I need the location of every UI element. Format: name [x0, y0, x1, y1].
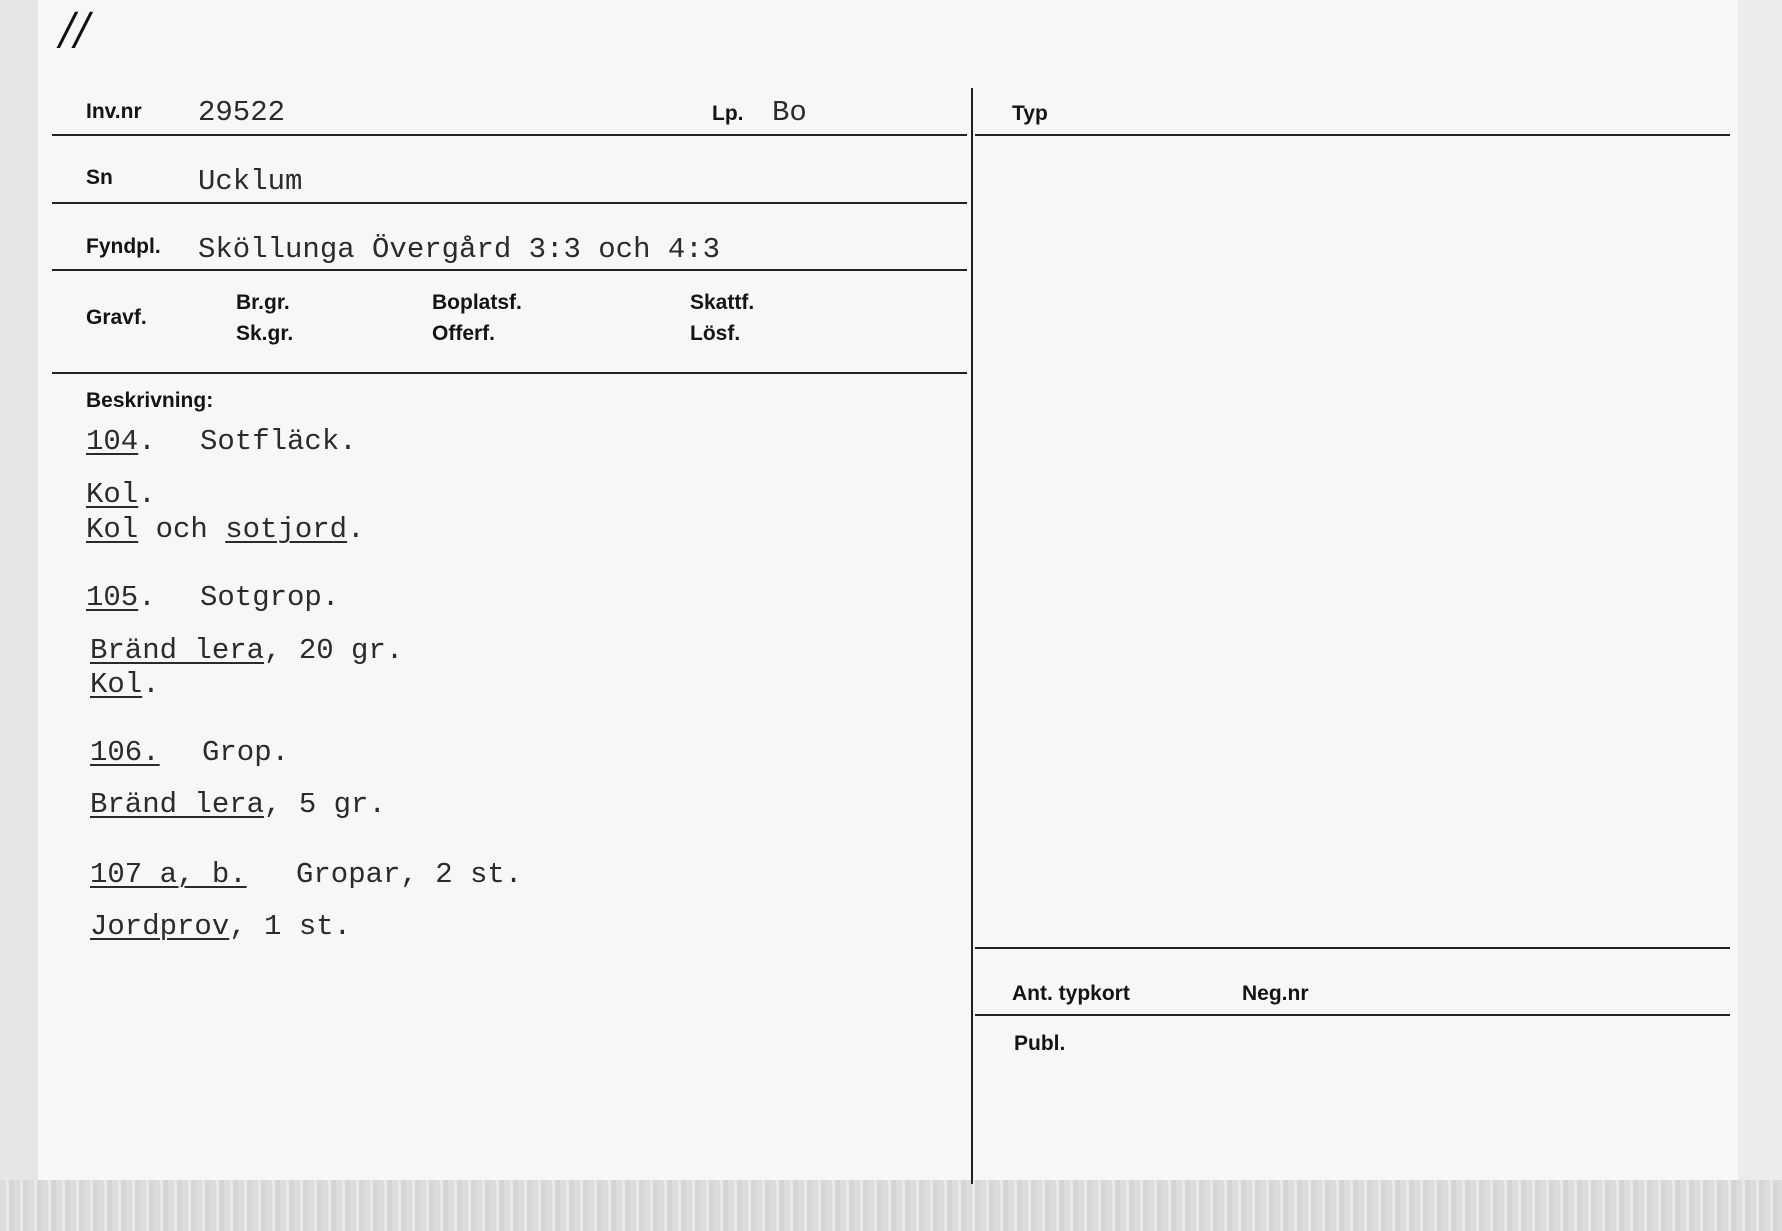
label-lp: Lp.	[712, 102, 744, 125]
scan-background-strip	[0, 1180, 1782, 1231]
label-gravf: Gravf.	[86, 306, 147, 329]
entry-105-kol-dot: .	[142, 668, 160, 701]
entry-107-jordprov-rest: , 1 st.	[229, 910, 352, 943]
label-inv-nr: Inv.nr	[86, 100, 142, 123]
entry-104-dot: .	[138, 425, 156, 458]
entry-106-brand-rest: , 5 gr.	[264, 788, 386, 821]
entry-104-kol-dot: .	[138, 478, 156, 511]
label-ant-typkort: Ant. typkort	[1012, 982, 1130, 1005]
entry-107-jordprov: Jordprov	[90, 910, 230, 943]
entry-104-och: och	[138, 513, 226, 546]
corner-handwritten-mark: //	[60, 4, 90, 55]
entry-105-brand-rest: , 20 gr.	[264, 634, 404, 667]
entry-105-number: 105	[86, 581, 139, 614]
label-boplatsf: Boplatsf.	[432, 291, 522, 314]
entry-104-sotjord-dot: .	[347, 513, 365, 546]
card-edge	[1738, 0, 1782, 1180]
entry-105-brand-line	[90, 634, 403, 667]
label-beskrivning: Beskrivning:	[86, 389, 214, 412]
entry-104-number: 104	[86, 425, 139, 458]
label-skattf: Skattf.	[690, 291, 755, 314]
value-lp: Bo	[772, 96, 807, 129]
entry-107-jordprov-line	[90, 910, 351, 943]
entry-106-text: Grop.	[202, 736, 290, 769]
rule-inv	[52, 134, 967, 136]
label-publ: Publ.	[1014, 1032, 1066, 1055]
rule-gravf	[52, 372, 967, 374]
entry-105-brand-lera: Bränd lera	[90, 634, 265, 667]
column-divider	[971, 88, 973, 1184]
label-fyndpl: Fyndpl.	[86, 235, 161, 258]
label-neg-nr: Neg.nr	[1242, 982, 1309, 1005]
rule-typkort	[975, 1014, 1730, 1016]
entry-104-kol: Kol	[86, 478, 139, 511]
rule-bottom-section	[975, 947, 1730, 949]
label-br-gr: Br.gr.	[236, 291, 290, 314]
label-sn: Sn	[86, 166, 113, 189]
rule-sn	[52, 202, 967, 204]
entry-104-kol-line	[86, 478, 156, 511]
entry-105-kol-line	[90, 668, 160, 701]
rule-typ	[975, 134, 1730, 136]
label-typ: Typ	[1012, 102, 1048, 125]
value-fyndpl: Sköllunga Övergård 3:3 och 4:3	[198, 233, 721, 266]
entry-104-sotjord: sotjord	[225, 513, 348, 546]
entry-104-kol2: Kol	[86, 513, 139, 546]
value-sn: Ucklum	[198, 165, 303, 198]
entry-105-kol: Kol	[90, 668, 143, 701]
entry-106-number: 106.	[90, 736, 160, 769]
entry-104-text: Sotfläck.	[200, 425, 357, 458]
entry-107-number: 107 a, b.	[90, 858, 247, 891]
rule-fyndpl	[52, 269, 967, 271]
label-offerf: Offerf.	[432, 322, 495, 345]
entry-105-text: Sotgrop.	[200, 581, 340, 614]
entry-105-dot: .	[138, 581, 156, 614]
entry-106-brand-lera: Bränd lera	[90, 788, 265, 821]
entry-104-kol-sotjord-line	[86, 513, 364, 546]
entry-107-text: Gropar, 2 st.	[296, 858, 523, 891]
entry-106-brand-line	[90, 788, 386, 821]
label-losf: Lösf.	[690, 322, 741, 345]
value-inv-nr: 29522	[198, 96, 286, 129]
label-sk-gr: Sk.gr.	[236, 322, 294, 345]
entry-105-line	[86, 581, 156, 614]
entry-104-line	[86, 425, 156, 458]
